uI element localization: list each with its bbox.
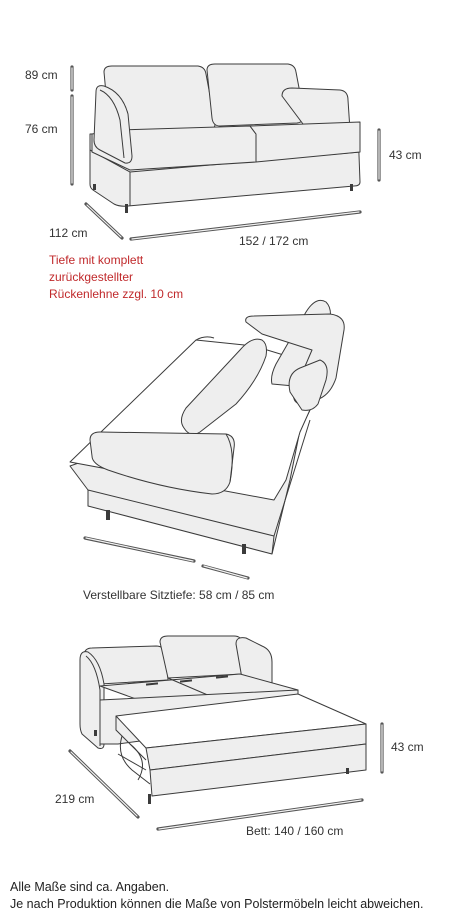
height-total-label: 89 cm xyxy=(25,68,58,82)
sofa-front-view xyxy=(72,64,379,239)
seat-depth-label: Verstellbare Sitztiefe: 58 cm / 85 cm xyxy=(83,588,275,602)
depth-note-line-2: zurückgestellter xyxy=(49,270,134,284)
footer-line-2: Je nach Produktion können die Maße von Polstermöbeln leicht abweichen. xyxy=(10,897,424,911)
bed-width-label: Bett: 140 / 160 cm xyxy=(246,824,344,838)
seat-height-label: 43 cm xyxy=(389,148,422,162)
depth-note-line-1: Tiefe mit komplett xyxy=(49,253,144,267)
sofa-bed-view xyxy=(70,636,382,829)
bed-back-cushion-right xyxy=(160,636,242,678)
bed-length-label: 219 cm xyxy=(55,792,95,806)
footer-line-1: Alle Maße sind ca. Angaben. xyxy=(10,880,170,894)
width-label: 152 / 172 cm xyxy=(239,234,309,248)
depth-label: 112 cm xyxy=(49,226,88,240)
depth-note-line-3: Rückenlehne zzgl. 10 cm xyxy=(49,287,184,301)
bed-seat-height-label: 43 cm xyxy=(391,740,424,754)
height-back-label: 76 cm xyxy=(25,122,58,136)
sofa-angled-view xyxy=(70,300,344,578)
